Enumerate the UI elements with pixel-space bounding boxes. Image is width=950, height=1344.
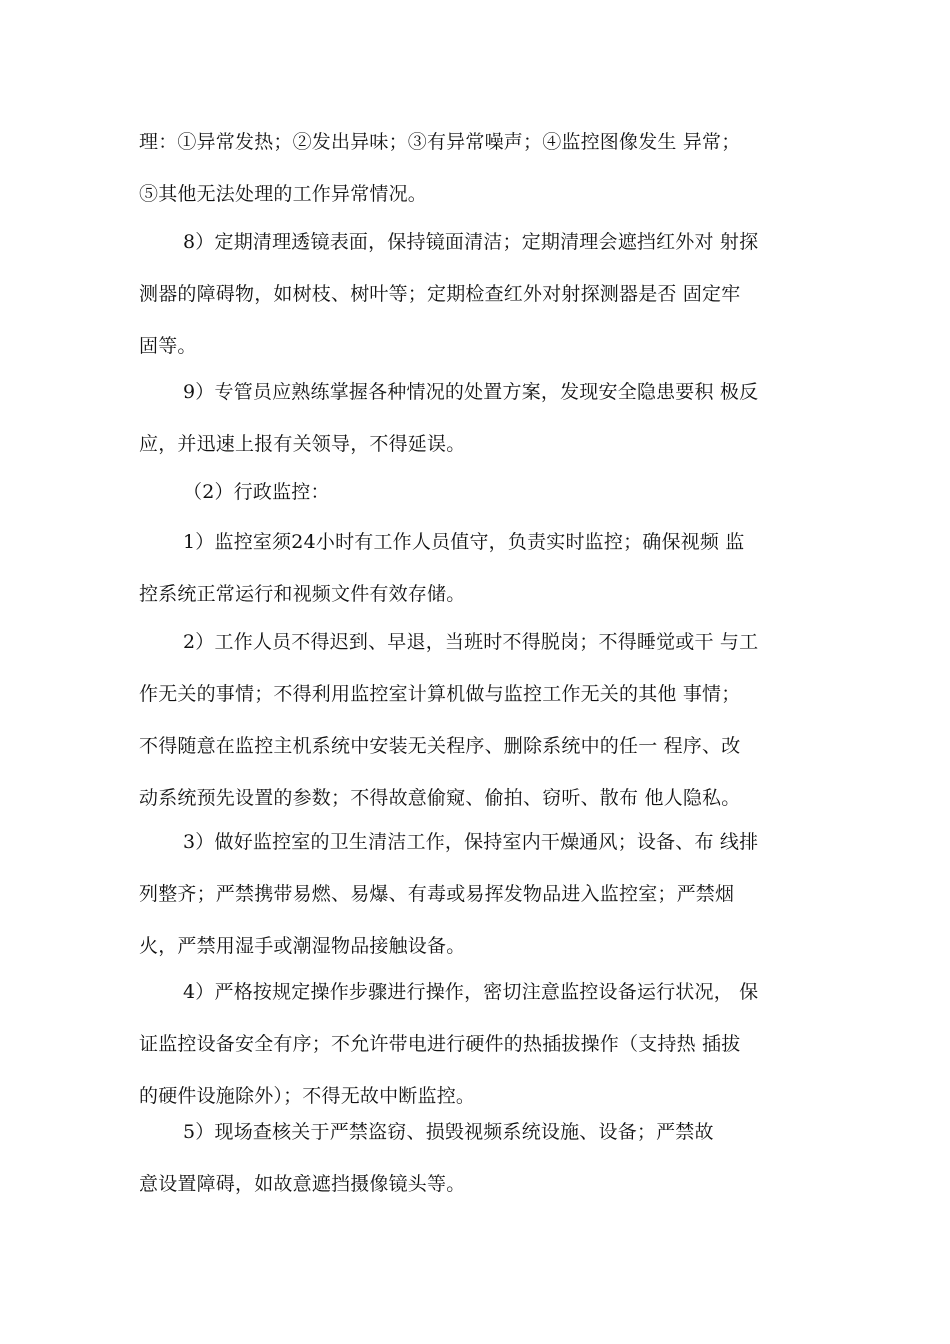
text-line: 作无关的事情；不得利用监控室计算机做与监控工作无关的其他 事情； [139,683,741,705]
section-title: （2）行政监控： [183,481,330,503]
text-line: 3）做好监控室的卫生清洁工作，保持室内干燥通风；设备、布 线排 [183,831,759,853]
text-line: 火，严禁用湿手或潮湿物品接触设备。 [139,935,466,957]
text-line: 4）严格按规定操作步骤进行操作，密切注意监控设备运行状况， 保 [183,981,759,1003]
body-text [139,116,829,220]
text-line: 意设置障碍，如故意遮挡摄像镜头等。 [139,1173,466,1195]
text-line: 1）监控室须24小时有工作人员值守，负责实时监控；确保视频 监 [183,531,745,553]
text-line: ⑤其他无法处理的工作异常情况。 [139,183,428,205]
paragraph-8 [139,216,829,372]
text-line: 应，并迅速上报有关领导，不得延误。 [139,433,466,455]
paragraph-3 [139,816,829,972]
section-heading [139,466,829,518]
text-line: 5）现场查核关于严禁盗窃、损毁视频系统设施、设备；严禁故 [183,1121,714,1143]
paragraph-2 [139,616,829,824]
text-line: 控系统正常运行和视频文件有效存储。 [139,583,466,605]
text-line: 列整齐；严禁携带易燃、易爆、有毒或易挥发物品进入监控室；严禁烟 [139,883,735,905]
text-line: 9）专管员应熟练掌握各种情况的处置方案，发现安全隐患要积 极反 [183,381,759,403]
text-line: 8）定期清理透镜表面，保持镜面清洁；定期清理会遮挡红外对 射探 [183,231,759,253]
paragraph-9 [139,366,829,470]
text-line: 理：①异常发热；②发出异味；③有异常噪声；④监控图像发生 异常； [139,131,741,153]
text-line: 固等。 [139,335,197,357]
text-line: 动系统预先设置的参数；不得故意偷窥、偷拍、窃听、散布 他人隐私。 [139,787,741,809]
paragraph-1 [139,516,829,620]
text-line: 证监控设备安全有序；不允许带电进行硬件的热插拔操作（支持热 插拔 [139,1033,741,1055]
text-line: 不得随意在监控主机系统中安装无关程序、删除系统中的任一 程序、改 [139,735,741,757]
text-line: 2）工作人员不得迟到、早退，当班时不得脱岗；不得睡觉或干 与工 [183,631,759,653]
paragraph-5 [139,1106,829,1210]
text-line: 的硬件设施除外）；不得无故中断监控。 [139,1085,476,1107]
paragraph-4 [139,966,829,1122]
text-line: 测器的障碍物，如树枝、树叶等；定期检查红外对射探测器是否 固定牢 [139,283,741,305]
